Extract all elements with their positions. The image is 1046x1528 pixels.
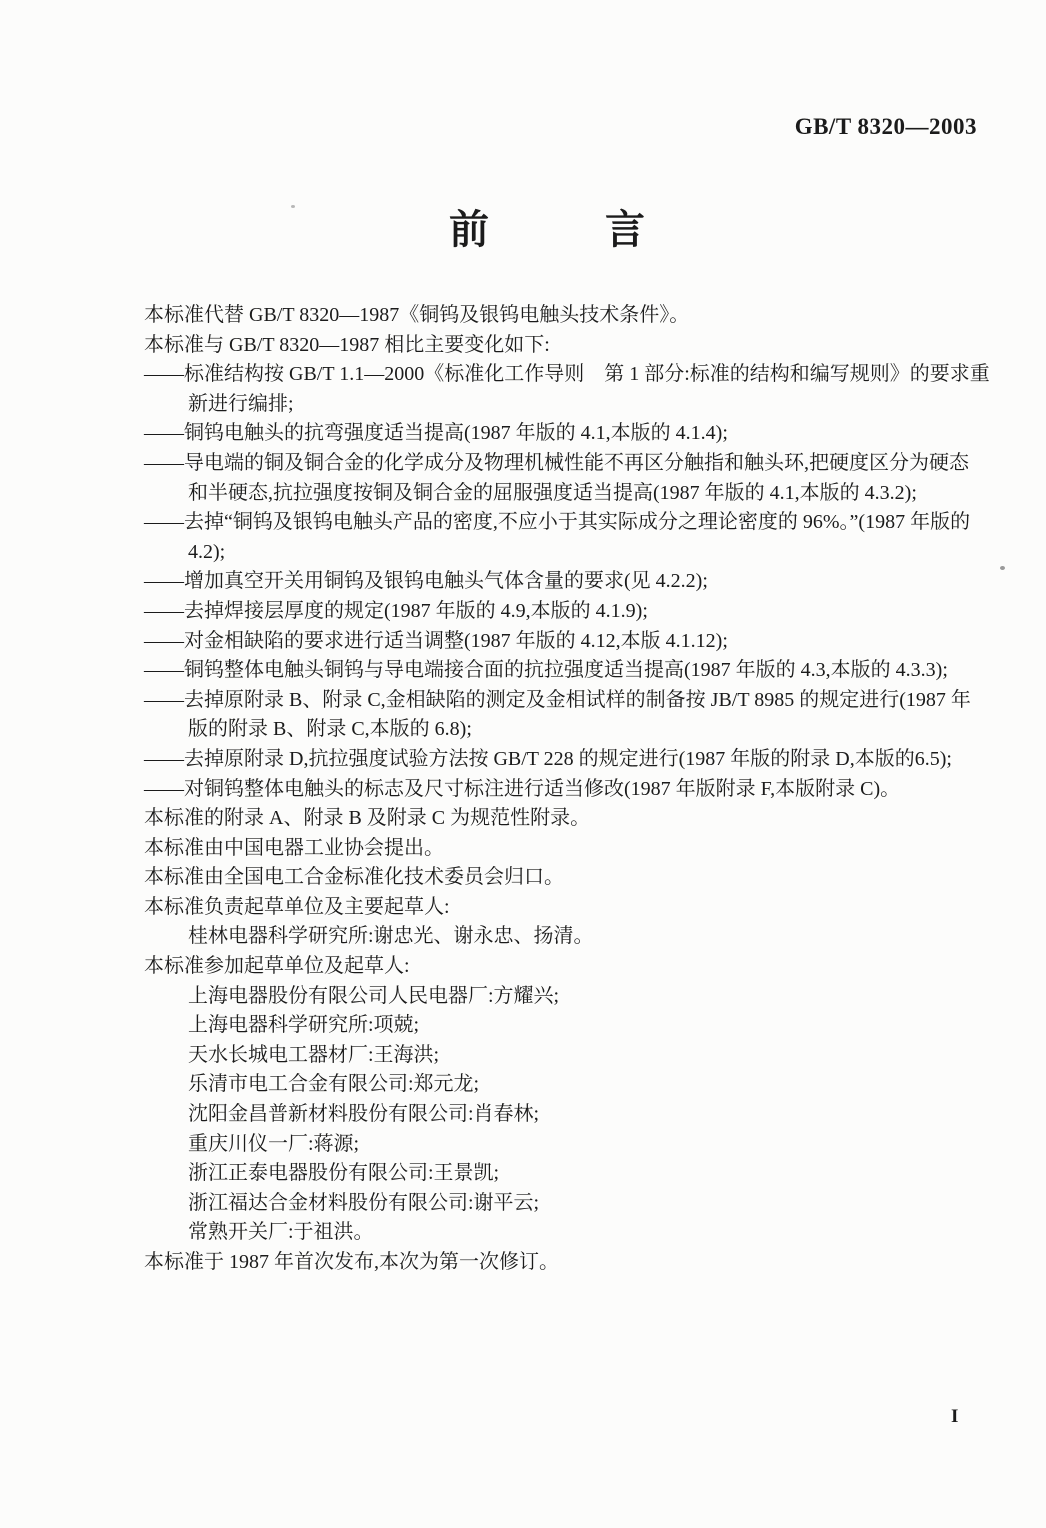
text-line: 本标准由中国电器工业协会提出。 (144, 836, 444, 859)
text-line: 本标准由全国电工合金标准化技术委员会归口。 (144, 866, 564, 889)
page-title: 前 言 (449, 208, 657, 252)
text-line: 和半硬态,抗拉强度按铜及铜合金的屈服强度适当提高(1987 年版的 4.1,本版的 4.3.2); (188, 481, 917, 504)
text-line: ——标准结构按 GB/T 1.1—2000《标准化工作导则 第 1 部分:标准的结构和编写规则》的要求重 (144, 363, 990, 386)
text-line: ——去掉原附录 D,抗拉强度试验方法按 GB/T 228 的规定进行(1987 年版的附录 D,本版的6.5); (144, 747, 952, 770)
scan-artifact (291, 205, 295, 208)
text-line: ——导电端的铜及铜合金的化学成分及物理机械性能不再区分触指和触头环,把硬度区分为硬态 (144, 451, 969, 474)
text-line: 上海电器科学研究所:项兢; (188, 1014, 420, 1037)
text-line: ——增加真空开关用铜钨及银钨电触头气体含量的要求(见 4.2.2); (144, 570, 708, 593)
text-line: 本标准代替 GB/T 8320—1987《铜钨及银钨电触头技术条件》。 (144, 304, 690, 326)
text-line: 本标准参加起草单位及起草人: (144, 955, 410, 978)
text-line: 4.2); (188, 540, 226, 563)
text-line: 天水长城电工器材厂:王海洪; (188, 1043, 440, 1066)
text-line: 重庆川仪一厂:蒋源; (188, 1132, 360, 1155)
text-line: 本标准与 GB/T 8320—1987 相比主要变化如下: (144, 333, 550, 356)
text-line: ——去掉焊接层厚度的规定(1987 年版的 4.9,本版的 4.1.9); (144, 599, 648, 622)
text-line: 新进行编排; (188, 392, 294, 415)
text-line: 沈阳金昌普新材料股份有限公司:肖春林; (188, 1103, 540, 1126)
text-line: 上海电器股份有限公司人民电器厂:方耀兴; (188, 984, 560, 1007)
text-line: 浙江福达合金材料股份有限公司:谢平云; (188, 1191, 540, 1214)
text-line: 常熟开关厂:于祖洪。 (188, 1221, 374, 1244)
text-line: ——铜钨电触头的抗弯强度适当提高(1987 年版的 4.1,本版的 4.1.4); (144, 422, 728, 445)
text-line: ——对铜钨整体电触头的标志及尺寸标注进行适当修改(1987 年版附录 F,本版附录 C)。 (144, 777, 901, 800)
text-line: ——去掉“铜钨及银钨电触头产品的密度,不应小于其实际成分之理论密度的 96%。”(1987 年版的 (144, 511, 971, 534)
text-line: ——铜钨整体电触头铜钨与导电端接合面的抗拉强度适当提高(1987 年版的 4.3,本版的 4.3.3); (144, 659, 948, 682)
text-line: 本标准的附录 A、附录 B 及附录 C 为规范性附录。 (144, 807, 591, 830)
text-line: 乐清市电工合金有限公司:郑元龙; (188, 1073, 480, 1096)
text-line: 本标准于 1987 年首次发布,本次为第一次修订。 (144, 1251, 559, 1273)
standard-number: GB/T 8320—2003 (794, 114, 977, 139)
text-line: 桂林电器科学研究所:谢忠光、谢永忠、扬清。 (188, 925, 594, 948)
page-number: I (951, 1406, 959, 1427)
text-line: 浙江正泰电器股份有限公司:王景凯; (188, 1162, 500, 1185)
text-line: ——去掉原附录 B、附录 C,金相缺陷的测定及金相试样的制备按 JB/T 8985 的规定进行(1987 年 (144, 688, 971, 711)
foreword-body (144, 301, 1014, 1278)
text-line: ——对金相缺陷的要求进行适当调整(1987 年版的 4.12,本版 4.1.12); (144, 629, 728, 652)
text-line: 版的附录 B、附录 C,本版的 6.8); (188, 718, 472, 741)
text-line: 本标准负责起草单位及主要起草人: (144, 895, 450, 918)
